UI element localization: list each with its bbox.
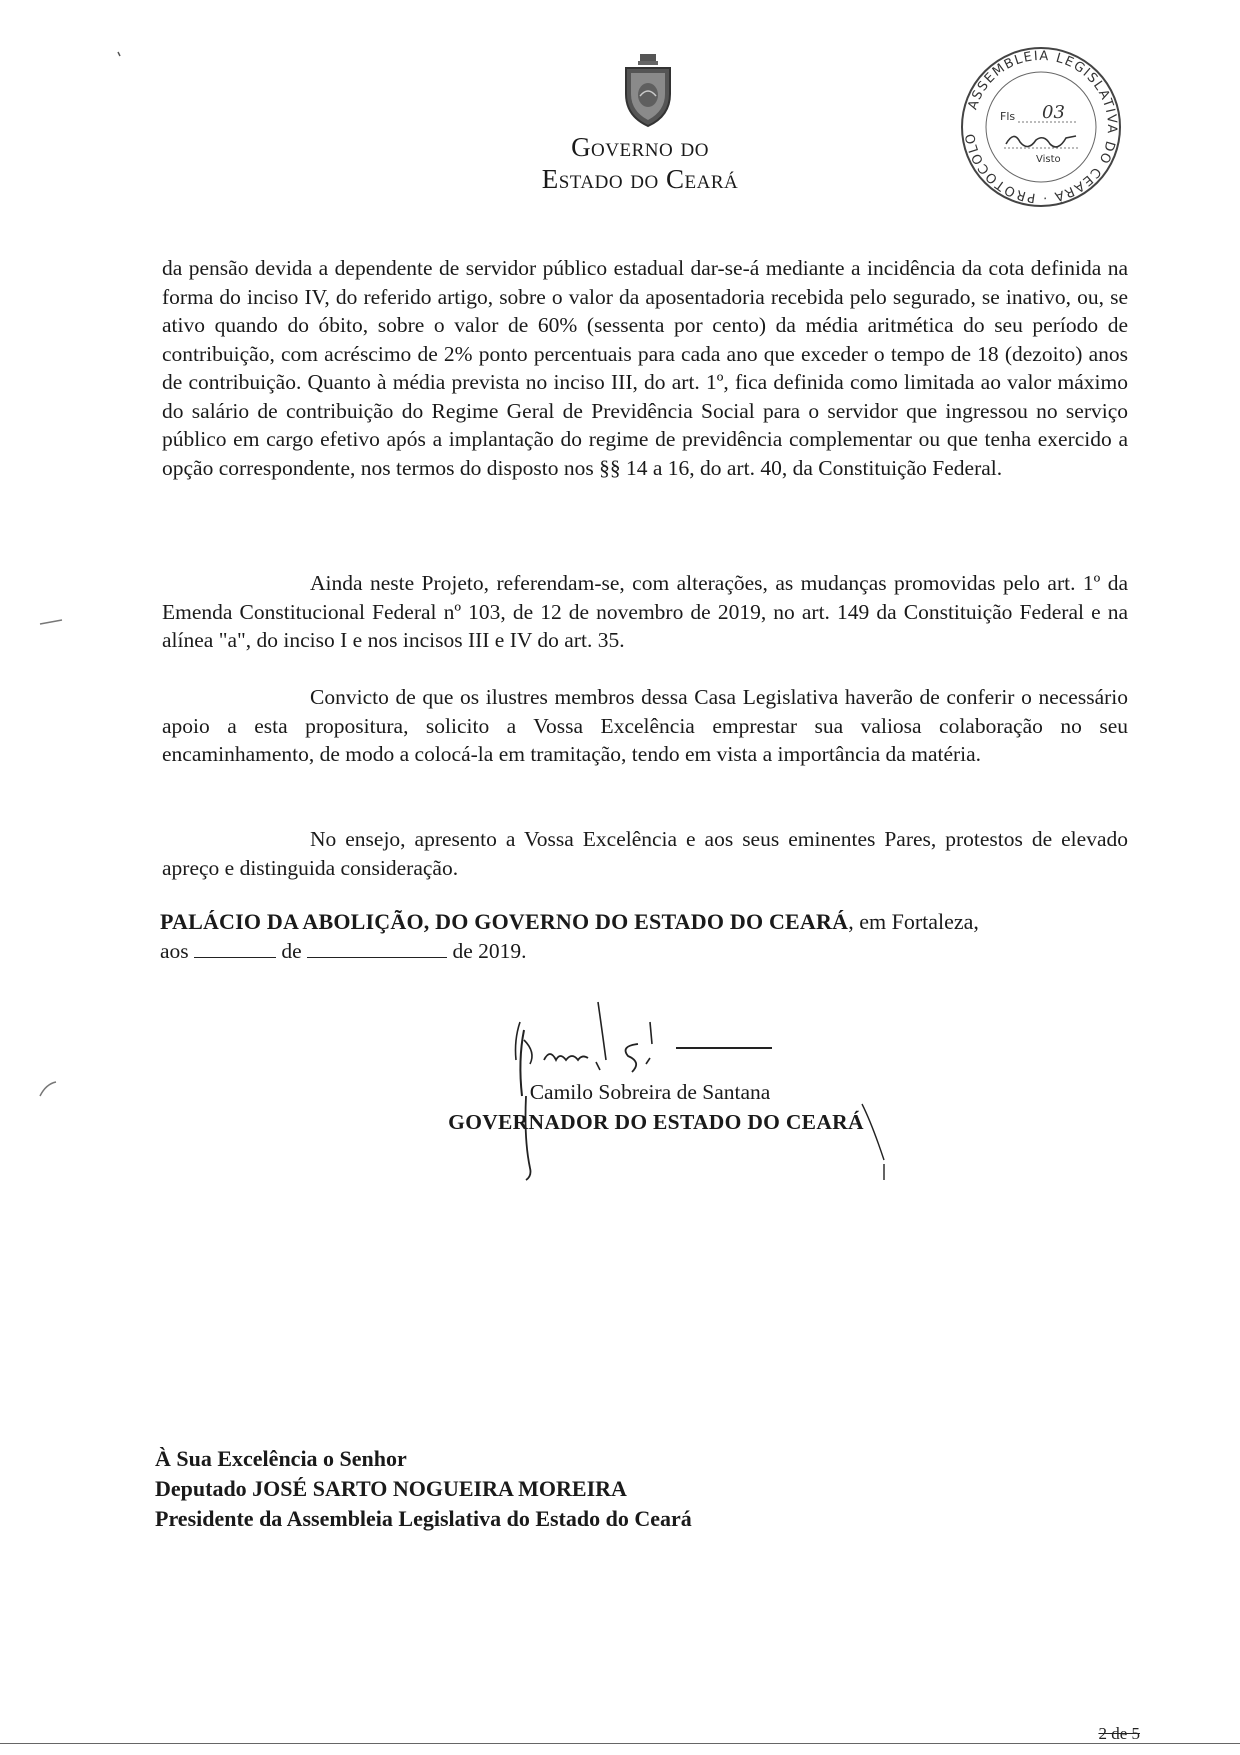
stamp-initials-signature xyxy=(1006,136,1076,147)
place-bold: PALÁCIO DA ABOLIÇÃO, DO GOVERNO DO ESTADO DO CEARÁ xyxy=(160,909,849,934)
body-paragraph-3: Convicto de que os ilustres membros dessa Casa Legislativa haverão de conferir o necessário apoio a esta propositura, solicito a Vossa Excelência emprestar sua valiosa colaboração no seu encaminhamento, de modo a colocá-la em tramitação, tendo em vista a importância da matéria. xyxy=(162,685,1128,766)
month-blank xyxy=(307,939,447,958)
addressee-salutation: À Sua Excelência o Senhor xyxy=(155,1446,407,1471)
body-paragraph-1: da pensão devida a dependente de servidor público estadual dar-se-á mediante a incidência da cota definida na forma do inciso IV, do referido artigo, sobre o valor da aposentadoria recebida pelo segurado, se inativo, ou, se ativo quando do óbito, sobre o valor de 60% (sessenta por cento) da média aritmética do seu período de contribuição, com acréscimo de 2% ponto percentuais para cada ano que exceder o tempo de 18 (dezoito) anos de contribuição. Quanto à média prevista no inciso III, do art. 1º, fica definida como limitada ao valor máximo do salário de contribuição do Regime Geral de Previdência Social para o servidor que ingressou no serviço público em cargo efetivo após a implantação do regime de previdência complementar ou que tenha exercido a opção correspondente, nos termos do disposto nos §§ 14 a 16, do art. 40, da Constituição Federal. xyxy=(162,256,1128,480)
signer-name: Camilo Sobreira de Santana xyxy=(529,1080,771,1104)
header-state-title: Estado do Ceará xyxy=(541,164,739,194)
header-government-title: Governo do xyxy=(571,132,709,162)
day-blank xyxy=(194,939,276,958)
body-paragraph-2: Ainda neste Projeto, referendam-se, com alterações, as mudanças promovidas pelo art. 1º da Emenda Constitucional Federal nº 103, de 12 de novembro de 2019, no art. 149 da Constituição Federal e na alínea "a", do inciso I e nos incisos III e IV do art. 35. xyxy=(162,571,1128,652)
stamp-fls-label: Fls xyxy=(1000,110,1016,123)
date-year: de 2019. xyxy=(452,939,527,963)
signer-title: GOVERNADOR DO ESTADO DO CEARÁ xyxy=(448,1110,864,1134)
date-de: de xyxy=(281,939,302,963)
footer-rule xyxy=(0,1743,1240,1744)
place-line xyxy=(160,908,1130,937)
date-line xyxy=(160,937,527,965)
stamp-page-number: 03 xyxy=(1042,102,1065,123)
addressee-name: Deputado JOSÉ SARTO NOGUEIRA MOREIRA xyxy=(155,1476,627,1501)
protocol-stamp xyxy=(958,44,1124,210)
place-rest: , em Fortaleza, xyxy=(848,909,979,934)
state-coat-of-arms-logo xyxy=(618,52,678,128)
footer-page-number: 2 de 5 xyxy=(1098,1724,1140,1743)
stamp-visto-label: Visto xyxy=(1036,154,1061,165)
date-aos: aos xyxy=(160,939,189,963)
addressee-role: Presidente da Assembleia Legislativa do Estado do Ceará xyxy=(155,1506,692,1531)
stamp-ring-text: ASSEMBLEIA LEGISLATIVA DO CEARÁ · PROTOCOLO xyxy=(963,48,1120,206)
body-paragraph-4: No ensejo, apresento a Vossa Excelência e aos seus eminentes Pares, protestos de elevado apreço e distinguida consideração. xyxy=(162,827,1128,880)
handwritten-signature xyxy=(500,1000,920,1210)
